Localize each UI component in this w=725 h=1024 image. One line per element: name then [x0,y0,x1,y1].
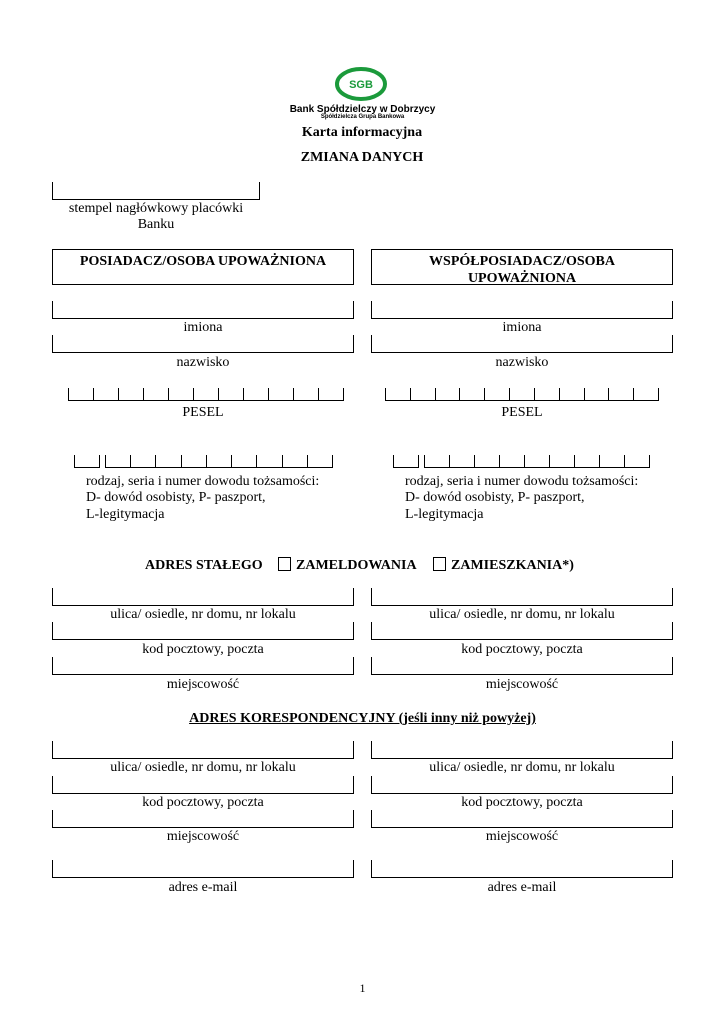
bank-name: Bank Spółdzielczy w Dobrzycy [289,104,436,115]
holder-street-label: ulica/ osiedle, nr domu, nr lokalu [110,607,296,622]
coholder-id-types-2: L-legitymacja [405,507,484,522]
holder-id-type-field[interactable] [74,455,100,468]
page-number: 1 [359,981,366,995]
holder-email-field[interactable] [52,860,354,878]
registered-label: ZAMELDOWANIA [296,558,417,573]
coholder-first-names-field[interactable] [371,301,673,319]
coholder-corr-city-field[interactable] [371,810,673,828]
coholder-surname-field[interactable] [371,335,673,353]
holder-pesel-field[interactable] [68,388,344,401]
logo-text: SGB [349,79,373,91]
coholder-corr-city-label: miejscowość [485,829,559,844]
coholder-street-label: ulica/ osiedle, nr domu, nr lokalu [429,607,615,622]
coholder-pesel-label: PESEL [501,405,543,420]
coholder-email-field[interactable] [371,860,673,878]
holder-postal-field[interactable] [52,622,354,640]
holder-surname-label: nazwisko [176,355,230,370]
coholder-id-types: D- dowód osobisty, P- paszport, [405,490,585,505]
holder-street-field[interactable] [52,588,354,606]
holder-first-names-label: imiona [183,320,223,335]
coholder-id-number-field[interactable] [424,455,650,468]
residence-label: ZAMIESZKANIA*) [451,558,574,573]
bank-subtitle: Spółdzielcza Grupa Bankowa [320,114,405,120]
holder-pesel-label: PESEL [182,405,224,420]
coholder-corr-postal-field[interactable] [371,776,673,794]
coholder-city-field[interactable] [371,657,673,675]
holder-corr-postal-label: kod pocztowy, poczta [142,795,264,810]
holder-id-types-2: L-legitymacja [86,507,165,522]
coholder-pesel-field[interactable] [385,388,659,401]
holder-corr-street-label: ulica/ osiedle, nr domu, nr lokalu [110,760,296,775]
coholder-column-header: WSPÓŁPOSIADACZ/OSOBA UPOWAŻNIONA [371,249,673,285]
stamp-field [52,182,260,200]
coholder-street-field[interactable] [371,588,673,606]
holder-email-label: adres e-mail [168,880,238,895]
holder-city-label: miejscowość [166,677,240,692]
holder-id-number-field[interactable] [105,455,333,468]
coholder-postal-label: kod pocztowy, poczta [461,642,583,657]
holder-corr-street-field[interactable] [52,741,354,759]
coholder-postal-field[interactable] [371,622,673,640]
sgb-logo [334,66,388,102]
coholder-corr-postal-label: kod pocztowy, poczta [461,795,583,810]
coholder-city-label: miejscowość [485,677,559,692]
permanent-address-title: ADRES STAŁEGO [145,558,263,573]
coholder-surname-label: nazwisko [495,355,549,370]
holder-postal-label: kod pocztowy, poczta [142,642,264,657]
document-subtitle: ZMIANA DANYCH [300,150,424,165]
residence-checkbox[interactable] [433,557,446,571]
document-title: Karta informacyjna [301,125,423,140]
holder-surname-field[interactable] [52,335,354,353]
holder-id-types: D- dowód osobisty, P- paszport, [86,490,266,505]
holder-id-label: rodzaj, seria i numer dowodu tożsamości: [86,474,320,489]
coholder-corr-street-label: ulica/ osiedle, nr domu, nr lokalu [429,760,615,775]
holder-corr-city-label: miejscowość [166,829,240,844]
coholder-email-label: adres e-mail [487,880,557,895]
holder-city-field[interactable] [52,657,354,675]
holder-corr-city-field[interactable] [52,810,354,828]
holder-column-header: POSIADACZ/OSOBA UPOWAŻNIONA [52,249,354,285]
coholder-first-names-label: imiona [502,320,542,335]
stamp-label: stempel nagłówkowy placówki [68,201,244,216]
coholder-corr-street-field[interactable] [371,741,673,759]
holder-first-names-field[interactable] [52,301,354,319]
coholder-id-label: rodzaj, seria i numer dowodu tożsamości: [405,474,639,489]
holder-corr-postal-field[interactable] [52,776,354,794]
stamp-label-line2: Banku [137,217,175,232]
registered-checkbox[interactable] [278,557,291,571]
correspondence-address-title: ADRES KORESPONDENCYJNY (jeśli inny niż powyżej) [189,711,536,726]
coholder-id-type-field[interactable] [393,455,419,468]
